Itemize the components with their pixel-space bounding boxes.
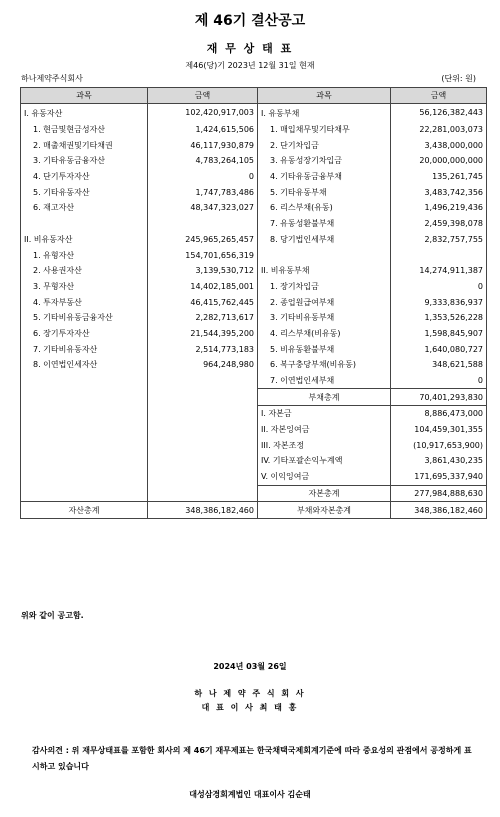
unit-label: (단위: 원) xyxy=(441,74,476,83)
amount-cell: 2,514,773,183 xyxy=(148,341,258,357)
table-row xyxy=(21,153,487,169)
amount-cell: 348,386,182,460 xyxy=(148,502,258,519)
amount-cell: 46,117,930,879 xyxy=(148,137,258,153)
balance-sheet-table xyxy=(20,87,487,519)
amount-cell xyxy=(148,406,258,422)
amount-cell: 48,347,323,027 xyxy=(148,200,258,216)
amount-cell: 348,621,588 xyxy=(391,357,487,373)
account-cell: 5. 기타유동부채 xyxy=(270,187,327,197)
account-cell: 6. 리스부채(유동) xyxy=(270,203,333,213)
account-cell: 7. 유동성환불부채 xyxy=(270,219,335,229)
amount-cell: 8,886,473,000 xyxy=(391,406,487,422)
account-cell xyxy=(21,422,148,438)
account-cell: 8. 이연법인세자산 xyxy=(21,357,148,373)
account-cell: 2. 종업원급여부채 xyxy=(270,297,335,307)
account-cell: 5. 비유동환불부채 xyxy=(270,344,335,354)
account-cell xyxy=(21,373,148,389)
account-cell: 2. 단기차입금 xyxy=(270,140,319,150)
table-row xyxy=(21,310,487,326)
account-cell: 3. 유동성장기차입금 xyxy=(270,156,342,166)
table-row xyxy=(21,453,487,469)
table-row xyxy=(21,357,487,373)
amount-cell: 154,701,656,319 xyxy=(148,247,258,263)
amount-cell: 102,420,917,003 xyxy=(148,104,258,122)
account-cell: V. 이익잉여금 xyxy=(261,472,310,482)
account-cell: 부채총계 xyxy=(258,389,391,406)
amount-cell: (10,917,653,900) xyxy=(391,437,487,453)
amount-cell: 3,483,742,356 xyxy=(391,184,487,200)
amount-cell: 135,261,745 xyxy=(391,169,487,185)
footer-company: 하 나 제 약 주 식 회 사 xyxy=(194,689,306,698)
table-row xyxy=(21,373,487,389)
table-row xyxy=(21,200,487,216)
amount-cell: 4,783,264,105 xyxy=(148,153,258,169)
notice-date: 2024년 03월 26일 xyxy=(213,662,287,671)
account-cell: 1. 매입채무및기타채무 xyxy=(270,125,350,135)
amount-cell: 0 xyxy=(148,169,258,185)
account-cell: II. 자본잉여금 xyxy=(261,425,310,435)
account-cell: 7. 이연법인세부채 xyxy=(270,376,335,386)
amount-cell: 171,695,337,940 xyxy=(391,469,487,485)
amount-cell: 3,861,430,235 xyxy=(391,453,487,469)
table-row xyxy=(21,263,487,279)
table-row xyxy=(21,232,487,248)
account-cell: II. 비유동자산 xyxy=(21,232,148,248)
table-row xyxy=(21,406,487,422)
amount-cell: 56,126,382,443 xyxy=(391,104,487,122)
ceo-name: 대 표 이 사 최 태 홍 xyxy=(201,703,299,712)
account-cell xyxy=(21,216,148,232)
account-cell: 2. 매출채권및기타채권 xyxy=(21,137,148,153)
amount-cell: 245,965,265,457 xyxy=(148,232,258,248)
amount-cell: 1,640,080,727 xyxy=(391,341,487,357)
table-row xyxy=(21,437,487,453)
account-cell xyxy=(21,485,148,502)
account-cell: 4. 투자부동산 xyxy=(21,294,148,310)
amount-cell: 1,496,219,436 xyxy=(391,200,487,216)
account-cell: 8. 당기법인세부채 xyxy=(270,234,335,244)
audit-opinion: 감사의견 : 위 재무상태표를 포함한 회사의 제 46기 재무제표는 한국채택국제회계기준에 따라 중요성의 관점에서 공정하게 표시하고 있습니다 xyxy=(32,746,472,771)
header-amount-assets: 금액 xyxy=(148,88,258,104)
amount-cell: 277,984,888,630 xyxy=(391,485,487,502)
period-label: 제46(당)기 2023년 12월 31일 현재 xyxy=(185,61,315,70)
amount-cell xyxy=(148,437,258,453)
account-cell: 자산총계 xyxy=(21,502,148,519)
account-cell: I. 유동자산 xyxy=(21,104,148,122)
amount-cell: 964,248,980 xyxy=(148,357,258,373)
account-cell: 4. 기타유동금융부채 xyxy=(270,172,342,182)
amount-cell: 22,281,003,073 xyxy=(391,122,487,138)
amount-cell xyxy=(148,485,258,502)
header-amount-liabilities: 금액 xyxy=(391,88,487,104)
auditor-name: 대성삼경회계법인 대표이사 김순태 xyxy=(189,790,311,799)
table-row xyxy=(21,389,487,406)
account-cell: II. 비유동부채 xyxy=(261,266,310,276)
table-row xyxy=(21,122,487,138)
amount-cell: 14,402,185,001 xyxy=(148,279,258,295)
account-cell: IV. 기타포괄손익누계액 xyxy=(261,456,343,466)
table-row xyxy=(21,104,487,122)
amount-cell: 3,438,000,000 xyxy=(391,137,487,153)
amount-cell: 1,424,615,506 xyxy=(148,122,258,138)
amount-cell: 0 xyxy=(391,279,487,295)
amount-cell: 14,274,911,387 xyxy=(391,263,487,279)
account-cell xyxy=(21,406,148,422)
account-cell: 7. 기타비유동자산 xyxy=(21,341,148,357)
table-row xyxy=(21,485,487,502)
table-row xyxy=(21,279,487,295)
amount-cell xyxy=(391,247,487,263)
table-row xyxy=(21,184,487,200)
table-row xyxy=(21,216,487,232)
notice-text: 위와 같이 공고함. xyxy=(21,611,84,620)
account-cell: I. 유동부채 xyxy=(261,109,300,119)
header-account-liabilities: 과목 xyxy=(258,88,391,104)
amount-cell: 2,282,713,617 xyxy=(148,310,258,326)
table-row xyxy=(21,341,487,357)
amount-cell: 2,459,398,078 xyxy=(391,216,487,232)
account-cell: 3. 무형자산 xyxy=(21,279,148,295)
account-cell: 2. 사용권자산 xyxy=(21,263,148,279)
table-row xyxy=(21,137,487,153)
table-row xyxy=(21,502,487,519)
account-cell: 4. 리스부채(비유동) xyxy=(270,328,341,338)
account-cell: 부채와자본총계 xyxy=(258,502,391,519)
amount-cell: 2,832,757,755 xyxy=(391,232,487,248)
account-cell xyxy=(21,453,148,469)
amount-cell: 104,459,301,355 xyxy=(391,422,487,438)
account-cell: 1. 장기차입금 xyxy=(270,281,319,291)
account-cell xyxy=(258,247,391,263)
account-cell xyxy=(21,469,148,485)
table-row xyxy=(21,469,487,485)
account-cell: 5. 기타비유동금융자산 xyxy=(21,310,148,326)
table-row xyxy=(21,326,487,342)
account-cell xyxy=(21,437,148,453)
account-cell: 6. 재고자산 xyxy=(21,200,148,216)
table-row xyxy=(21,422,487,438)
account-cell: 3. 기타유동금융자산 xyxy=(21,153,148,169)
amount-cell xyxy=(148,453,258,469)
table-header-row xyxy=(21,88,487,104)
table-row xyxy=(21,169,487,185)
amount-cell: 9,333,836,937 xyxy=(391,294,487,310)
amount-cell: 0 xyxy=(391,373,487,389)
account-cell: 5. 기타유동자산 xyxy=(21,184,148,200)
amount-cell: 3,139,530,712 xyxy=(148,263,258,279)
account-cell: I. 자본금 xyxy=(258,406,391,422)
amount-cell: 20,000,000,000 xyxy=(391,153,487,169)
company-name: 하나제약주식회사 xyxy=(21,74,83,83)
account-cell: 6. 복구충당부채(비유동) xyxy=(270,360,356,370)
account-cell: III. 자본조정 xyxy=(261,440,305,450)
amount-cell: 348,386,182,460 xyxy=(391,502,487,519)
account-cell: 4. 단기투자자산 xyxy=(21,169,148,185)
page-title: 제 46기 결산공고 xyxy=(194,13,306,29)
amount-cell xyxy=(148,216,258,232)
header-account-assets: 과목 xyxy=(21,88,148,104)
amount-cell: 1,353,526,228 xyxy=(391,310,487,326)
table-row xyxy=(21,247,487,263)
account-cell: 1. 현금및현금성자산 xyxy=(21,122,148,138)
amount-cell: 21,544,395,200 xyxy=(148,326,258,342)
amount-cell xyxy=(148,373,258,389)
account-cell: 3. 기타비유동부채 xyxy=(270,313,335,323)
amount-cell: 1,598,845,907 xyxy=(391,326,487,342)
statement-title: 재 무 상 태 표 xyxy=(206,42,294,55)
amount-cell: 46,415,762,445 xyxy=(148,294,258,310)
amount-cell xyxy=(148,422,258,438)
account-cell: 6. 장기투자자산 xyxy=(21,326,148,342)
account-cell xyxy=(21,389,148,406)
amount-cell: 1,747,783,486 xyxy=(148,184,258,200)
amount-cell xyxy=(148,469,258,485)
table-row xyxy=(21,294,487,310)
amount-cell xyxy=(148,389,258,406)
account-cell: 1. 유형자산 xyxy=(21,247,148,263)
account-cell: 자본총계 xyxy=(258,485,391,502)
amount-cell: 70,401,293,830 xyxy=(391,389,487,406)
